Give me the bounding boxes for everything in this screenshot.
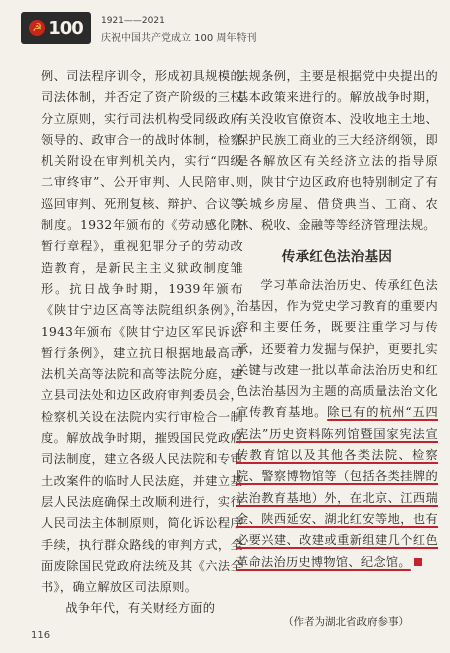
left-paragraph-2: 战争年代，有关财经方面的 — [65, 601, 216, 616]
page-header — [0, 0, 450, 52]
header-years: 1921——2021 — [101, 16, 165, 26]
section-subheading: 传承红色法治基因 — [281, 249, 393, 266]
end-mark-icon — [414, 558, 422, 566]
highlighted-text: 除已有的杭州“五四宪法”历史资料陈列馆暨国家宪法宣传教育馆以及其他各类法院、检察院、警察博物馆等（包括各类挂牌的法治教育基地）外，在北京、江西瑞金、陕西延安、湖北红安等地，也有必要兴建、改建或重新组建几个红色革命法治历史博物馆、纪念馆。 — [236, 405, 438, 569]
logo-number: 100 — [48, 17, 83, 39]
right-paragraph-2 — [236, 275, 438, 573]
right-column — [236, 66, 438, 573]
left-paragraph-1: 例、司法程序训令，形成初具规模的司法体制，并否定了资产阶级的三权分立原则，实行司法机构受同级政府领导的、政审合一的战时体制，检察机关附设在审判机关内，实行“四级二审终审”、公开审判、人民陪审、巡回审判、死刑复核、辩护、合议等制度。1932年颁布的《劳动感化院暂行章程》，重视犯罪分子的劳动改造教育，是新民主主义狱政制度雏形。抗日战争时期，1939年颁布《陕甘宁边区高等法院组织条例》，1943年颁布《陕甘宁边区军民诉讼暂行条例》，建立抗日根据地最高司法机关高等法院和高等法院分庭，建立县司法处和边区政府审判委员会，检察机关设在法院内实行审检合一制度。解放战争时期，摧毁国民党政府司法制度，建立各级人民法院和专审土改案件的临时人民法庭，并建立基层人民法庭确保土改顺利进行，实行人民司法主体制原则，简化诉讼程序手续，执行群众路线的审判方式，全面废除国民党政府法统及其《六法全书》，确立解放区司法原则。 — [41, 69, 243, 595]
page-number: 116 — [31, 630, 51, 641]
right-paragraph-1: 法规条例，主要是根据党中央提出的基本政策来进行的。解放战争时期，有关没收官僚资本、没收地主土地、保护民族工商业的三大经济纲领，即是各解放区有关经济立法的指导原则，陕甘宁边区政府也特别制定了有关城乡房屋、借贷典当、工商、农林、税收、金融等等经济管理法规。 — [236, 69, 438, 233]
left-column — [41, 66, 243, 620]
centenary-logo — [21, 12, 91, 44]
party-emblem-icon: ☭ — [29, 20, 45, 36]
author-note: （作者为湖北省政府参事） — [283, 616, 409, 628]
paragraph-plain-text: 学习革命法治历史、传承红色法治基因，作为党史学习教育的重要内容和主要任务，既要注重学习与传承，还要着力发掘与保护，更要扎实关键与改建一批以革命法治历史和红色法治基因为主题的高质量法治文化宣传教育基地。 — [236, 277, 438, 420]
header-title: 庆祝中国共产党成立 100 周年特刊 — [101, 33, 257, 44]
